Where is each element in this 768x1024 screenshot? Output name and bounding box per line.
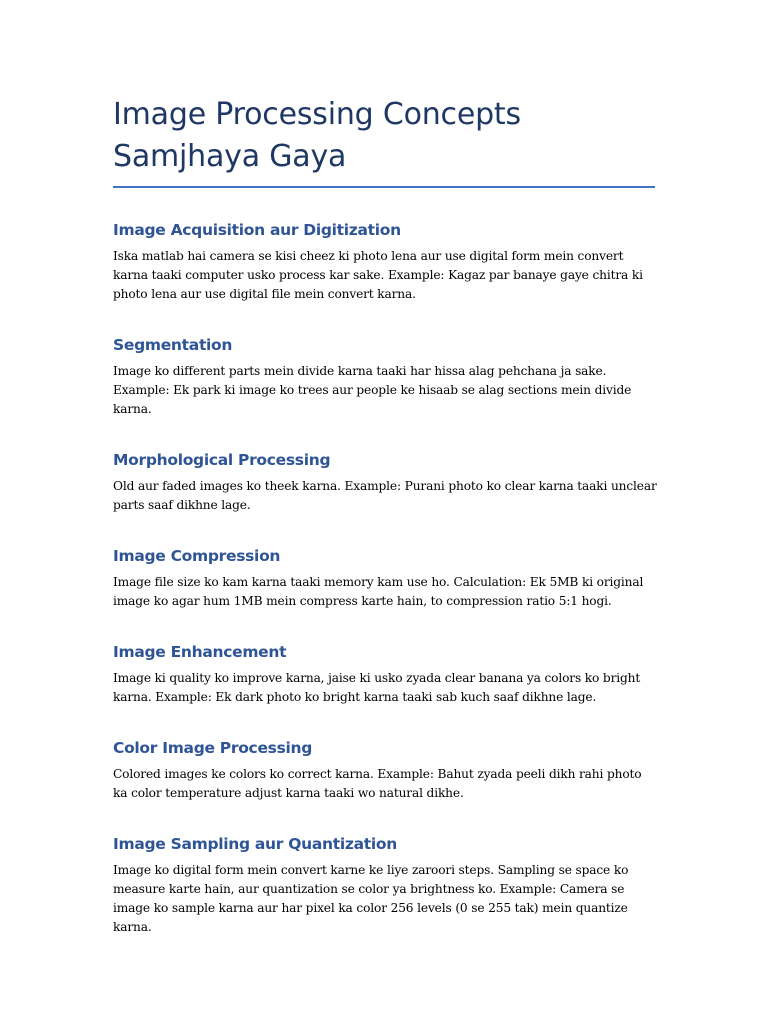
section-heading: Color Image Processing xyxy=(113,739,313,757)
section-image-sampling-quantization xyxy=(113,833,655,937)
section-morphological-processing xyxy=(113,449,655,515)
section-heading: Image Sampling aur Quantization xyxy=(113,835,397,853)
section-body: Image ko digital form mein convert karne ke liye zaroori steps. Sampling se space ko measure karte hain, aur quantization se color ya brightness ko. Example: Camera se image ko sample karna aur har pixel ka color 256 levels (0 se 255 tak) mein quantize karna. xyxy=(113,863,629,934)
document-title: Image Processing Concepts Samjhaya Gaya xyxy=(113,94,655,188)
section-image-compression xyxy=(113,545,655,611)
section-segmentation xyxy=(113,334,655,419)
section-image-acquisition xyxy=(113,219,655,304)
section-body: Old aur faded images ko theek karna. Example: Purani photo ko clear karna taaki unclear parts saaf dikhne lage. xyxy=(113,479,657,512)
section-heading: Image Acquisition aur Digitization xyxy=(113,221,401,239)
section-body: Colored images ke colors ko correct karna. Example: Bahut zyada peeli dikh rahi photo ka color temperature adjust karna taaki wo natural dikhe. xyxy=(113,767,642,800)
section-heading: Image Enhancement xyxy=(113,643,287,661)
section-color-image-processing xyxy=(113,737,655,803)
section-heading: Image Compression xyxy=(113,547,281,565)
section-image-enhancement xyxy=(113,641,655,707)
section-heading: Morphological Processing xyxy=(113,451,331,469)
section-heading: Segmentation xyxy=(113,336,233,354)
section-body: Iska matlab hai camera se kisi cheez ki photo lena aur use digital form mein convert karna taaki computer usko process kar sake. Example: Kagaz par banaye gaye chitra ki photo lena aur use digital file mein convert karna. xyxy=(113,249,643,301)
section-body: Image file size ko kam karna taaki memory kam use ho. Calculation: Ek 5MB ki original image ko agar hum 1MB mein compress karte hain, to compression ratio 5:1 hogi. xyxy=(113,575,644,608)
section-body: Image ki quality ko improve karna, jaise ki usko zyada clear banana ya colors ko bright karna. Example: Ek dark photo ko bright karna taaki sab kuch saaf dikhne lage. xyxy=(113,671,641,704)
section-body: Image ko different parts mein divide karna taaki har hissa alag pehchana ja sake. Example: Ek park ki image ko trees aur people ke hisaab se alag sections mein divide karna. xyxy=(113,364,632,416)
